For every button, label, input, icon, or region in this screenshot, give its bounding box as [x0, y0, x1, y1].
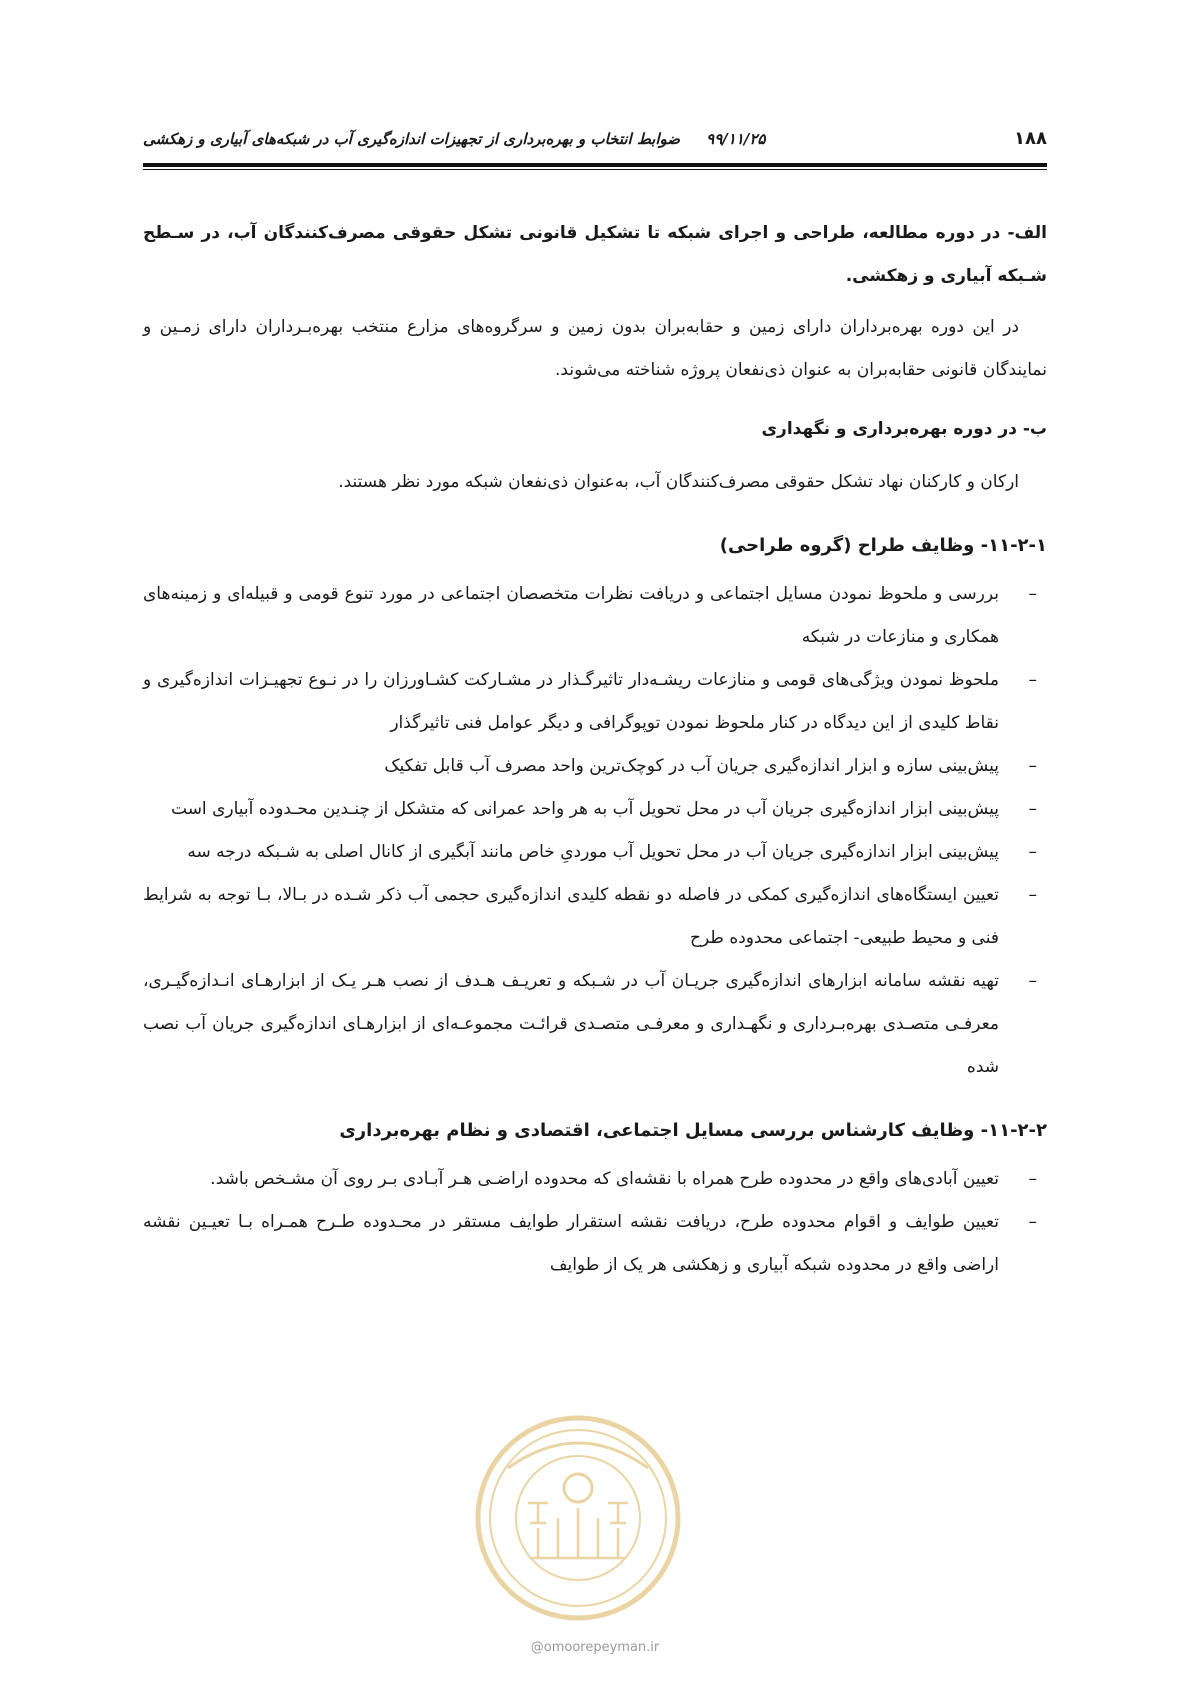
bullet-marker: –: [1028, 885, 1037, 905]
section-be-body: ارکان و کارکنان نهاد تشکل حقوقی مصرف‌کنندگان آب، به‌عنوان ذی‌نفعان شبکه مورد نظر هستند.: [338, 472, 1019, 492]
bullet-marker: –: [1028, 670, 1037, 690]
list-item: – پیش‌بینی سازه و ابزار اندازه‌گیری جریان آب در کوچک‌ترین واحد مصرف آب قابل تفکیک: [143, 745, 1047, 788]
section-be-heading: ب- در دوره بهره‌برداری و نگهداری: [761, 419, 1047, 439]
watermark-website: @omoorepeyman.ir: [530, 1640, 660, 1655]
bullet-marker: –: [1028, 842, 1037, 862]
bullet-marker: –: [1028, 584, 1037, 604]
list-item: – تعیین آبادی‌های واقع در محدوده طرح همراه با نقشه‌ای که محدوده اراضـی هـر آبـادی بـر روی آن مشـخص باشد.: [143, 1158, 1047, 1201]
list-item: – تعیین طوایف و اقوام محدوده طرح، دریافت نقشه استقرار طوایف مستقر در محـدوده طـرح همـراه بـا تعیـین نقشه اراضی واقع در محدوده شبکه آبیاری و زهکشی هر یک از طوایف: [143, 1201, 1047, 1287]
list-item: – پیش‌بینی ابزار اندازه‌گیری جریان آب در محل تحویل آب موردیِ خاص مانند آبگیری از کانال اصلی به شـبکه درجه سه: [143, 831, 1047, 874]
bullet-marker: –: [1028, 1212, 1037, 1232]
header-title: ضوابط انتخاب و بهره‌برداری از تجهیزات اندازه‌گیری آب در شبکه‌های آبیاری و زهکشی: [143, 130, 681, 148]
list-item: – تعیین ایستگاه‌های اندازه‌گیری کمکی در فاصله دو نقطه کلیدی اندازه‌گیری حجمی آب ذکر شـده در بـالا، بـا توجه به شرایط فنی و محیط طبیعی- اجتماعی محدوده طرح: [143, 874, 1047, 960]
section-alef-body: در این دوره بهره‌برداران دارای زمین و حقابه‌بران بدون زمین و سرگروه‌های مزارع منتخب بهره‌بـرداران دارای زمـین و نمایندگان قانونی حقابه‌بران به عنوان ذی‌نفعان پروژه شناخته می‌شوند.: [143, 317, 1047, 380]
list-item: – پیش‌بینی ابزار اندازه‌گیری جریان آب در محل تحویل آب به هر واحد عمرانی که متشکل از چنـدین محـدوده آبیاری است: [143, 788, 1047, 831]
section-11-2-1-heading: ۱۱-۲-۱- وظایف طراح (گروه طراحی): [719, 535, 1047, 556]
page-number: ۱۸۸: [1014, 128, 1047, 149]
header-rule-thin: [143, 169, 1047, 170]
watermark-seal-icon: [468, 1408, 688, 1628]
bullet-marker: –: [1028, 971, 1037, 991]
bullet-marker: –: [1028, 1169, 1037, 1189]
section-11-2-1-list: [143, 573, 1047, 1089]
list-item: – تهیه نقشه سامانه ابزارهای اندازه‌گیری جریـان آب در شـبکه و تعریـف هـدف از نصب هـر یـک از ابزارهـای انـدازه‌گیـری، معرفـی متصـدی بهره‌بـرداری و نگهـداری و معرفـی متصـدی قرائـت مجموعـه‌ای از ابزارهـای اندازه‌گیری جریان آب نصب شده: [143, 960, 1047, 1089]
page-header: [143, 128, 1047, 149]
bullet-marker: –: [1028, 756, 1037, 776]
list-item: – ملحوظ نمودن ویژگی‌های قومی و منازعات ریشـه‌دار تاثیرگـذار در مشـارکت کشـاورزان را در نـوع تجهیـزات اندازه‌گیری و نقاط کلیدی از این دیدگاه در کنار ملحوظ نمودن توپوگرافی و دیگر عوامل فنی تاثیرگذار: [143, 659, 1047, 745]
header-rule-thick: [143, 163, 1047, 167]
header-date: ۹۹/۱۱/۲۵: [706, 130, 766, 148]
bullet-marker: –: [1028, 799, 1037, 819]
page-content: [143, 212, 1047, 1287]
section-11-2-2-list: [143, 1158, 1047, 1287]
section-11-2-2-heading: ۱۱-۲-۲- وظایف کارشناس بررسی مسایل اجتماعی، اقتصادی و نظام بهره‌برداری: [339, 1120, 1047, 1141]
list-item: – بررسی و ملحوظ نمودن مسایل اجتماعی و دریافت نظرات متخصصان اجتماعی در مورد تنوع قومی و قبیله‌ای و زمینه‌های همکاری و منازعات در شبکه: [143, 573, 1047, 659]
header-title-block: [143, 130, 765, 148]
section-alef-heading: الف- در دوره مطالعه، طراحی و اجرای شبکه تا تشکیل قانونی تشکل حقوقی مصرف‌کنندگان آب، در سـطح شـبکه آبیاری و زهکشی.: [143, 223, 1047, 286]
